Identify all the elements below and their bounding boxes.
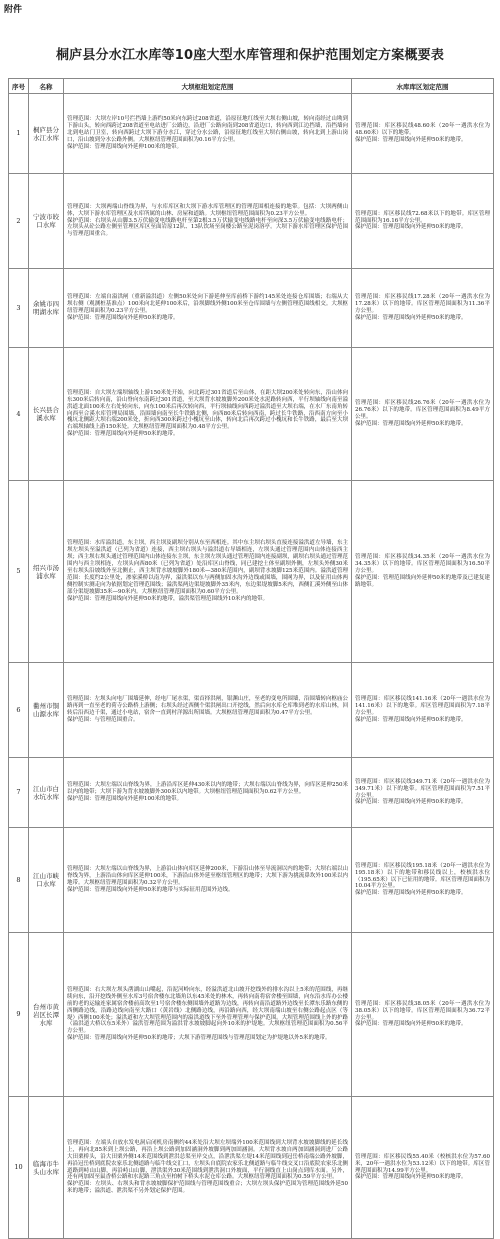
reservoir-management-range: 管理范围：库区移民线72.68米以下的地带。库区管理范围面积为16.16平方公里。 [355,210,490,224]
dam-protection-range: 保护范围：管理范围线向外延伸50米的地带。 [67,431,179,438]
reservoir-protection-range: 保护范围：管理范围线向外延伸50米的地带及已建复建路地带。 [355,574,490,588]
reservoir-name: 余姚市四明湖水库 [29,269,64,348]
dam-range-cell [64,269,352,348]
reservoir-management-range: 管理范围：库区移民线38.05米（20年一遇洪水位为38.05米）以下的地带。库区管理范围面积为36.72平方公里。 [355,1000,490,1021]
reservoir-protection-range: 保护范围：管理范围线向外延伸50米的地带。 [355,224,467,231]
row-number: 7 [9,758,29,828]
summary-table [8,78,494,1239]
reservoir-protection-range: 保护范围：管理范围线向外延伸50米的地带。 [355,314,467,321]
reservoir-protection-range: 保护范围：管理范围线向外延伸50米的地带。 [355,890,467,897]
reservoir-name: 台州市黄岩区长潭水库 [29,933,64,1097]
dam-management-range: 管理范围：大坝左端以山脊线为界，上游沿库区延伸430米以内的地带；大坝右端以山脊线为界，向库区延伸250米以内的地带；大坝下游为背水坡坡脚外300米以内地带。大坝枢纽管理范围面积为0.62平方公里。 [67,782,348,796]
row-number: 1 [9,94,29,174]
table-row [9,481,494,663]
table-row [9,269,494,348]
reservoir-management-range: 管理范围：库区移民线17.28米（20年一遇洪水位为17.28米）以下的地带。库区管理范围面积为11.36平方公里。 [355,294,490,314]
dam-range-cell [64,828,352,933]
dam-range-cell [64,933,352,1097]
table-row [9,933,494,1097]
dam-protection-range: 保护范围：左坝头、右坝头和背水坡坡脚保护范围线与管理范围线重合；大坝左坝头保护范围为管理范围线外延50米的地带；溢洪道、泄洪渠不另外划定保护范围。 [67,1181,348,1195]
row-number: 10 [9,1097,29,1239]
header-no: 序号 [9,79,29,94]
row-number: 9 [9,933,29,1097]
reservoir-range-cell [352,663,494,758]
reservoir-protection-range: 保护范围：管理范围线向外延伸50米的地带。 [355,716,467,723]
dam-protection-range: 保护范围：管理范围线向外延伸50米的地带。 [67,314,179,321]
dam-management-range: 管理范围：左坝头向电厂围墙延伸，经电厂尾水渠，渠首择洪闸，银渊山庄，至老的变电所围墙，沿围墙转向枢庙公路再到一直至老的荷寺公路桥上游侧；右坝头经过西侧个渠洪闸出口开挖线，然后向水库仑库堆到老的水库山林，回转后沿西边千渠，通过小电站，宿舍一直到村洋源出所围墙。大坝枢纽管理范围面积为0.47平方公里。 [67,696,348,716]
reservoir-protection-range: 保护范围：管理范围线向外延伸50米的地带。 [355,420,467,427]
row-number: 5 [9,481,29,663]
page-title: 桐庐县分水江水库等10座大型水库管理和保护范围划定方案概要表 [55,48,445,63]
dam-management-range: 管理范围：自大坝左端坝轴线上游150米处开始，向北跨过301省道后至山体，在距大坝200米处转向东，沿山体向东300米后转向南，沿山脊向东南跨过301省道，至大坝背水坡坡脚外200米处水泥路转向西，平行坝轴线向南至溢洪道北面100米左右处转向东，向东100米后再次转向西，平行坝轴线向西跨过溢洪道至大坝右端，在水厂东南角转向西至合溪水库管理局围墙，沿围墙向南至长牛铁路北侧，向西80米后转向西南，跨过长牛铁路，沿西南方向至小槐坑北侧距大坝右端200米处，折向西300米跨过小槐坑至山体，转向北后再次跨过小槐坑和长牛铁路，最后至大坝右端坝轴线上游150米处。大坝枢纽管理范围面积为0.48平方公里。 [67,389,348,431]
table-row [9,94,494,174]
reservoir-protection-range: 保护范围：管理范围线向外延伸50米的地带。 [355,799,467,806]
dam-protection-range: 保护范围：右坝头从山脚3.5万伏输变电线路电杆至第2根3.5万伏输变电线路电杆至向深3.5万伏输变电线路电杆；左坝头从砼公路左侧至管理区库区至面岩原12队、13队饮场至岗楼公路至泥岗溶亭。大坝下游水库管理区保护范围与管理范围重合。 [67,217,348,238]
table-row [9,828,494,933]
dam-range-cell [64,758,352,828]
row-number: 3 [9,269,29,348]
reservoir-range-cell [352,828,494,933]
reservoir-protection-range: 保护范围：管理范围线向外延伸50米的地带。 [355,136,467,143]
reservoir-name: 桐庐县分水江水库 [29,94,64,174]
dam-range-cell [64,663,352,758]
reservoir-name: 江山市峡口水库 [29,828,64,933]
reservoir-name: 宁波市皎口水库 [29,174,64,269]
reservoir-name: 长兴县合溪水库 [29,348,64,481]
dam-protection-range: 保护范围：管理范围线向外延伸100米的地带。 [67,143,182,150]
reservoir-management-range: 管理范围：库区移民线55.40米（校核洪水位为57.60米，20年一遇洪水位为53.12米）以下的地带。库区管理范围面积为14.99平方公里。 [355,1153,490,1174]
reservoir-range-cell [352,269,494,348]
reservoir-management-range: 管理范围：库区移民线34.35米（20年一遇洪水位为34.35米）以下的地带。库区管理范围面积为16.50平方公里。 [355,554,490,575]
header-name: 名称 [29,79,64,94]
reservoir-name: 临海市牛头山水库 [29,1097,64,1239]
dam-protection-range: 保护范围：管理范围线向外延伸50米的地带，溢洪渠管理范围线外10米内的地带。 [67,595,268,602]
reservoir-management-range: 管理范围：库区移民线48.60米（20年一遇洪水位为48.60米）以下的地带。 [355,123,490,137]
dam-management-range: 管理范围：大坝左端以山脊线为界，上游沿山体向库区延伸200米，下游沿山体至导流洞以内的地带；大坝右端以山脊线为界，上游沿山体向库区延伸100米，下游沿山体外延至枢纽管理区的地带；大坝下游为挑流鼻坎外100米以内地带。大坝枢纽管理范围面积为0.32平方公里。 [67,866,348,886]
row-number: 2 [9,174,29,269]
reservoir-name: 绍兴市汤浦水库 [29,481,64,663]
reservoir-range-cell [352,94,494,174]
dam-range-cell [64,348,352,481]
reservoir-range-cell [352,758,494,828]
reservoir-name: 衢州市铜山源水库 [29,663,64,758]
reservoir-range-cell [352,174,494,269]
dam-management-range: 管理范围：左端自溢洪闸（重新溢洪道）左侧50米处向下游延伸至库前桥下游约145米处连接仓库围墙；右端从大坝右侧（观测桩基准点）100米向北延伸100米后，沿坝脚线外侧100米至仓库围墙与左侧管理范围线相交。大坝枢纽管理范围面积为0.23平方公里。 [67,294,348,314]
table-row [9,758,494,828]
reservoir-management-range: 管理范围：库区移民线195.18米（20年一遇洪水位为195.18米）以下的地带和移民线以上，校核洪水位（195.65米）以下已征用的地带。库区管理范围面积为10.04平方公里。 [355,862,490,890]
dam-range-cell [64,1097,352,1239]
row-number: 6 [9,663,29,758]
table-row [9,348,494,481]
reservoir-range-cell [352,1097,494,1239]
dam-management-range: 管理范围：左端头自放水发电洞启闭机房南侧约44米处沿大坝左坝端外100米范围线到大坝背水坡坡脚线的延长线上，再向北85米到上坝公路，再沿上坝公路到加固涵洞外坡脚到两加固涵洞。大坝背水坡自两加固涵洞到进厂公路大田栗桥头，沿大田栗外侧14米范围线到泄洪总渠至岸交点，沿泄洪渠左堤14米范围线到冠岳桥南端公路外坡脚，再沿冠岳桥到底院农家乐北侧道路与临牛线交汇口，左坝头自底院农家乐北侧道路与临牛线交叉口沿底院农家乐北侧道路到峙山山脚，再沿峙山山脚，泄洪渠外30米范围线到泄洪洞口外坡面，平行洞线直上山岗点到库水面。另外，还有两加固至鼠香桥公路和水泥路三角点至柏树下桥头水泥仓库公路。大坝枢纽管理范围面积为0.59平方公里。 [67,1139,348,1181]
header-reservoir-range: 水库库区划定范围 [352,79,494,94]
dam-management-range: 管理范围：水库溢洪道，东主坝，西主坝及副坝分别从东至西相连。其中东主坝右坝头直接连接溢洪道左导墙，东主坝左坝头至溢洪道（已列为省道）连接，西主坝右坝头与溢洪道右导墙相连，左坝头通过管理范围内山体连接西主坝；西主坝右坝头通过管理范围内山体连接东主坝，东主坝左坝头通过管理范围内连接副坝，副坝右坝头通过管理范围内与西主坝相连，左坝头向西80米（已列为省道）处沿库区山脊线，同已建挖土体至副坝外侧，左坝头外侧30米至右坝头沿坡线外至北侧止，西主坝背水坡坡脚外180米—380米范围内，副坝背水坡脚125米范围内。溢洪道管理范围：长度约2公里处，渗家溪桥以南为界，溢洪渠以东与两侧加固水沟外边线或围墙，围网为界，以及征用山体两侧控制实测走向为依据划定管理范围线；溢洪渠两边渠堤坡脚外35米内，东边渠堤坡脚5米内，西侧汇溪外侧至山体部分渠堤坡脚35米—90米内。大坝枢纽管理范围面积为0.60平方公里。 [67,540,348,595]
reservoir-range-cell [352,933,494,1097]
dam-protection-range: 保护范围：管理范围线向外延伸100米的地带。 [67,795,182,802]
row-number: 4 [9,348,29,481]
dam-management-range: 管理范围：大坝左岸10号拦挡墙上游约50米向东跨过208省道，沿原征地红线至大坝右侧山坡，转向南经过山坳到下游山头，转向西跨过208省道至电站进厂公路边，沿进厂公路向南到208省道边口，转向西到江边挡墙，沿挡墙向北到电站门卫室，转向西跨过大坝下游分水江，穿过分水公路，沿原征地红线至大坝右侧山坡，转向北到上游山岗口，沿山坡到分水公路外侧。大坝枢纽管理范围面积为0.16平方公里。 [67,116,348,143]
reservoir-name: 江山市白水坑水库 [29,758,64,828]
reservoir-protection-range: 保护范围：管理范围线向外延伸50米的地带。 [355,1021,467,1028]
dam-range-cell [64,174,352,269]
header-dam-range: 大坝枢纽划定范围 [64,79,352,94]
table-row [9,663,494,758]
reservoir-protection-range: 保护范围：管理范围线向外延伸50米的地带。 [355,1174,467,1181]
dam-management-range: 管理范围：大坝两端山脊线为界，与水库库区和大坝下游水库管理区的管理范围相连接的地带。包括：大坝两侧山体，大坝下游水库管理区及水库所属的山林、房屋和道路。大坝枢纽管理范围面积为0.23平方公里。 [67,203,348,217]
reservoir-management-range: 管理范围：库区移民线26.76米（20年一遇洪水位为26.76米）以下的地带。库区管理范围面积为8.49平方公里。 [355,400,490,420]
reservoir-range-cell [352,348,494,481]
dam-protection-range: 保护范围：与管理范围重合。 [67,716,139,723]
table-header-row [9,79,494,94]
dam-protection-range: 保护范围：管理范围线向外延伸50米的地带与实际征用范围外边线。 [67,886,234,893]
dam-protection-range: 保护范围：管理范围线向外延伸50米的地带；大坝下游管理范围线与管理范围划定为护堤地以外5米的地带。 [67,1035,331,1042]
reservoir-management-range: 管理范围：库区移民线349.71米（20年一遇洪水位为349.71米）以下的地带。库区管理范围面积为7.51平方公里。 [355,778,490,799]
dam-range-cell [64,481,352,663]
table-row [9,174,494,269]
attachment-label: 附件 [4,5,23,15]
reservoir-management-range: 管理范围：库区移民线141.16米（20年一遇洪水位为141.16米）以下的地带。库区管理范围面积为7.18平方公里。 [355,696,490,716]
row-number: 8 [9,828,29,933]
dam-range-cell [64,94,352,174]
table-row [9,1097,494,1239]
reservoir-range-cell [352,481,494,663]
dam-management-range: 管理范围：右大坝左坝头凿湖山山嘴起，沿泥河岭向东，经溢洪道北山坡开挖线外的排水沟以上5米的范围线，再继续向东，沿开挖线外侧至水库3号宿舍楼东北墙角以东45米处的林木，再转向南将宿舍楼至围墙，向东沿水库办公楼前的老的运输连家属宿舍楼前高坎至1号宿舍楼东侧围墙外道路为边线，再转向南沿道路外边线至长潭东乐路东侧的西侧路边线，沿路边线向南至大路口（黄岩线）北侧路边线，再沿路向西，经大坝南端山坡至右侧公路起点区（等堤）西侧100米处；溢洪道和左大坝管理范围内的溢洪道线下至外管理管理与保护范围。大坝管理范围线上外的护路（溢洪道大桥以东5米外）溢洪管理范围为溢洪背水坡坡脚起向外10米的护堤地。大坝枢纽管理范围面积为0.56平方公里。 [67,986,348,1035]
